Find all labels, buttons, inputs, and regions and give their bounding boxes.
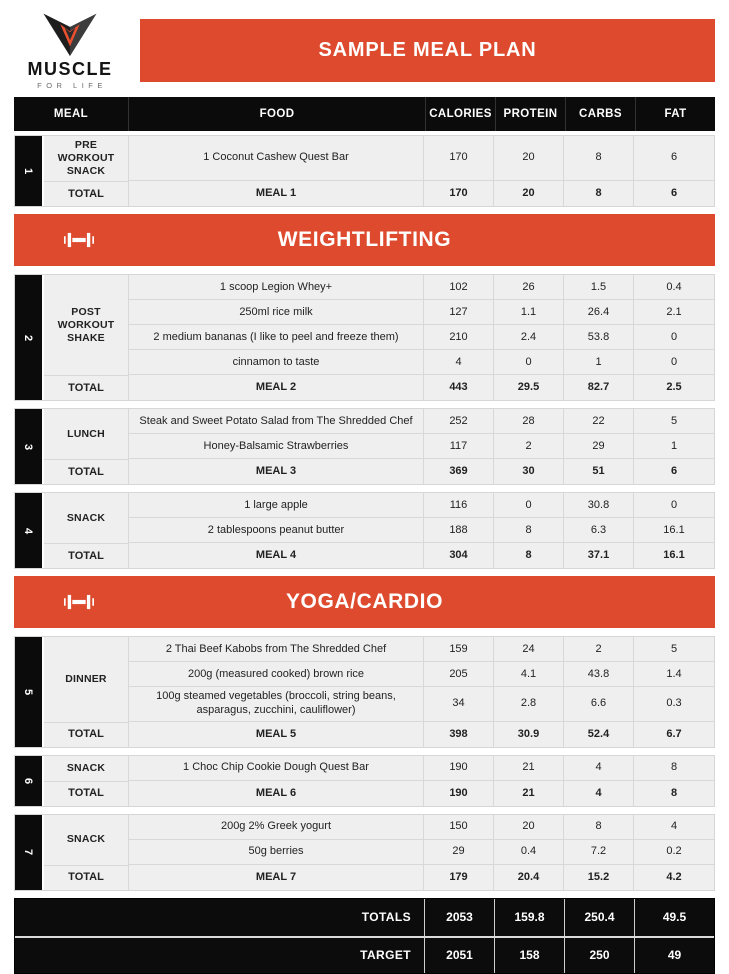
meal-number-bar <box>15 637 44 747</box>
protein-cell: 4.1 <box>494 662 564 687</box>
meal-number: 4 <box>22 527 35 534</box>
calories-cell: 150 <box>424 815 494 840</box>
total-label: TOTAL <box>44 459 129 484</box>
total-meal-name: MEAL 2 <box>129 375 424 400</box>
food-cell: Steak and Sweet Potato Salad from The Shredded Chef <box>129 409 424 434</box>
col-header-protein: PROTEIN <box>495 97 565 131</box>
grand-total-label: TOTALS <box>361 910 411 925</box>
protein-cell: 24 <box>494 637 564 662</box>
meal-label: SNACK <box>44 756 129 781</box>
total-carbs-cell: 8 <box>564 181 634 206</box>
meal-label: POST WORKOUT SHAKE <box>44 275 129 375</box>
grand-fat-value: 49 <box>634 938 714 973</box>
activity-banner <box>14 576 715 628</box>
brand-name: MUSCLE <box>27 58 113 79</box>
col-header-food: FOOD <box>128 97 425 131</box>
fat-cell: 0.3 <box>634 687 714 722</box>
total-meal-name: MEAL 7 <box>129 865 424 890</box>
meal-number: 3 <box>22 443 35 450</box>
meal-number-bar <box>15 275 44 400</box>
calories-cell: 210 <box>424 325 494 350</box>
food-cell: 100g steamed vegetables (broccoli, string beans, asparagus, zucchini, cauliflower) <box>129 687 424 722</box>
calories-cell: 29 <box>424 840 494 865</box>
carbs-cell: 4 <box>564 756 634 781</box>
brand-tagline: FOR LIFE <box>37 80 107 90</box>
page-header <box>14 8 715 92</box>
protein-cell: 8 <box>494 518 564 543</box>
food-cell: 1 Choc Chip Cookie Dough Quest Bar <box>129 756 424 781</box>
meal-number-bar <box>15 136 44 206</box>
grand-total-row <box>15 936 714 973</box>
total-fat-cell: 4.2 <box>634 865 714 890</box>
total-label: TOTAL <box>44 781 129 806</box>
total-label: TOTAL <box>44 375 129 400</box>
meal-number: 5 <box>22 689 35 696</box>
total-protein-cell: 20.4 <box>494 865 564 890</box>
fat-cell: 5 <box>634 409 714 434</box>
meal-number: 7 <box>22 849 35 856</box>
food-cell: 200g 2% Greek yogurt <box>129 815 424 840</box>
carbs-cell: 8 <box>564 136 634 181</box>
food-cell: 1 large apple <box>129 493 424 518</box>
activity-banner-title: WEIGHTLIFTING <box>277 228 452 252</box>
total-fat-cell: 6 <box>634 459 714 484</box>
col-header-calories: CALORIES <box>425 97 495 131</box>
meal-section <box>14 755 715 807</box>
col-header-carbs: CARBS <box>565 97 635 131</box>
grand-protein-value: 158 <box>494 938 564 973</box>
table-body <box>14 135 715 891</box>
meal-label: PRE WORKOUT SNACK <box>44 136 129 181</box>
meal-number-bar <box>15 493 44 568</box>
protein-cell: 21 <box>494 756 564 781</box>
total-protein-cell: 29.5 <box>494 375 564 400</box>
total-carbs-cell: 51 <box>564 459 634 484</box>
total-fat-cell: 6 <box>634 181 714 206</box>
total-protein-cell: 8 <box>494 543 564 568</box>
grand-protein-value: 159.8 <box>494 899 564 936</box>
protein-cell: 0 <box>494 350 564 375</box>
fat-cell: 0 <box>634 493 714 518</box>
carbs-cell: 26.4 <box>564 300 634 325</box>
col-header-fat: FAT <box>635 97 715 131</box>
carbs-cell: 8 <box>564 815 634 840</box>
grand-carbs-value: 250 <box>564 938 634 973</box>
meal-section <box>14 814 715 891</box>
total-fat-cell: 2.5 <box>634 375 714 400</box>
dumbbell-icon <box>64 593 94 611</box>
calories-cell: 190 <box>424 756 494 781</box>
protein-cell: 1.1 <box>494 300 564 325</box>
carbs-cell: 6.6 <box>564 687 634 722</box>
total-fat-cell: 8 <box>634 781 714 806</box>
total-carbs-cell: 52.4 <box>564 722 634 747</box>
meal-number-bar <box>15 409 44 484</box>
total-carbs-cell: 37.1 <box>564 543 634 568</box>
total-calories-cell: 170 <box>424 181 494 206</box>
total-calories-cell: 443 <box>424 375 494 400</box>
meal-label: DINNER <box>44 637 129 722</box>
food-cell: 2 medium bananas (I like to peel and freeze them) <box>129 325 424 350</box>
total-label: TOTAL <box>44 865 129 890</box>
meal-number: 6 <box>22 777 35 784</box>
carbs-cell: 2 <box>564 637 634 662</box>
fat-cell: 1.4 <box>634 662 714 687</box>
total-label: TOTAL <box>44 722 129 747</box>
calories-cell: 170 <box>424 136 494 181</box>
dumbbell-icon <box>64 593 94 611</box>
total-meal-name: MEAL 6 <box>129 781 424 806</box>
total-meal-name: MEAL 4 <box>129 543 424 568</box>
calories-cell: 127 <box>424 300 494 325</box>
fat-cell: 6 <box>634 136 714 181</box>
protein-cell: 2 <box>494 434 564 459</box>
meal-section <box>14 408 715 485</box>
carbs-cell: 30.8 <box>564 493 634 518</box>
food-cell: 1 scoop Legion Whey+ <box>129 275 424 300</box>
food-cell: Honey-Balsamic Strawberries <box>129 434 424 459</box>
total-meal-name: MEAL 3 <box>129 459 424 484</box>
food-cell: 250ml rice milk <box>129 300 424 325</box>
total-protein-cell: 30 <box>494 459 564 484</box>
fat-cell: 5 <box>634 637 714 662</box>
calories-cell: 188 <box>424 518 494 543</box>
total-protein-cell: 30.9 <box>494 722 564 747</box>
calories-cell: 117 <box>424 434 494 459</box>
calories-cell: 4 <box>424 350 494 375</box>
meal-section <box>14 135 715 207</box>
carbs-cell: 53.8 <box>564 325 634 350</box>
carbs-cell: 6.3 <box>564 518 634 543</box>
calories-cell: 34 <box>424 687 494 722</box>
total-meal-name: MEAL 5 <box>129 722 424 747</box>
food-cell: 2 tablespoons peanut butter <box>129 518 424 543</box>
protein-cell: 2.4 <box>494 325 564 350</box>
total-meal-name: MEAL 1 <box>129 181 424 206</box>
fat-cell: 0 <box>634 350 714 375</box>
carbs-cell: 1 <box>564 350 634 375</box>
grand-total-label: TARGET <box>360 948 411 963</box>
fat-cell: 0.4 <box>634 275 714 300</box>
meal-section <box>14 492 715 569</box>
carbs-cell: 7.2 <box>564 840 634 865</box>
carbs-cell: 1.5 <box>564 275 634 300</box>
total-label: TOTAL <box>44 543 129 568</box>
meal-label: SNACK <box>44 493 129 543</box>
food-cell: cinnamon to taste <box>129 350 424 375</box>
carbs-cell: 43.8 <box>564 662 634 687</box>
calories-cell: 116 <box>424 493 494 518</box>
total-calories-cell: 398 <box>424 722 494 747</box>
calories-cell: 159 <box>424 637 494 662</box>
muscle-for-life-logo-icon <box>41 11 99 57</box>
grand-calories-value: 2053 <box>424 899 494 936</box>
carbs-cell: 22 <box>564 409 634 434</box>
activity-banner-title: YOGA/CARDIO <box>285 590 444 614</box>
total-protein-cell: 20 <box>494 181 564 206</box>
grand-totals <box>14 898 715 974</box>
meal-number-bar <box>15 756 44 806</box>
total-label: TOTAL <box>44 181 129 206</box>
protein-cell: 20 <box>494 815 564 840</box>
fat-cell: 2.1 <box>634 300 714 325</box>
fat-cell: 0 <box>634 325 714 350</box>
fat-cell: 8 <box>634 756 714 781</box>
protein-cell: 26 <box>494 275 564 300</box>
dumbbell-icon <box>64 231 94 249</box>
protein-cell: 0 <box>494 493 564 518</box>
total-fat-cell: 6.7 <box>634 722 714 747</box>
meal-number-bar <box>15 815 44 890</box>
total-carbs-cell: 4 <box>564 781 634 806</box>
col-header-meal: MEAL <box>53 108 89 120</box>
protein-cell: 20 <box>494 136 564 181</box>
total-carbs-cell: 15.2 <box>564 865 634 890</box>
protein-cell: 28 <box>494 409 564 434</box>
meal-section <box>14 636 715 748</box>
brand-logo <box>14 11 126 90</box>
total-calories-cell: 179 <box>424 865 494 890</box>
fat-cell: 0.2 <box>634 840 714 865</box>
total-fat-cell: 16.1 <box>634 543 714 568</box>
food-cell: 2 Thai Beef Kabobs from The Shredded Chef <box>129 637 424 662</box>
food-cell: 1 Coconut Cashew Quest Bar <box>129 136 424 181</box>
title-banner <box>140 19 715 82</box>
food-cell: 200g (measured cooked) brown rice <box>129 662 424 687</box>
total-calories-cell: 304 <box>424 543 494 568</box>
meal-number: 1 <box>22 168 35 175</box>
page-title: SAMPLE MEAL PLAN <box>318 38 537 61</box>
fat-cell: 16.1 <box>634 518 714 543</box>
grand-calories-value: 2051 <box>424 938 494 973</box>
activity-banner <box>14 214 715 266</box>
meal-section <box>14 274 715 401</box>
calories-cell: 205 <box>424 662 494 687</box>
grand-fat-value: 49.5 <box>634 899 714 936</box>
meal-label: LUNCH <box>44 409 129 459</box>
total-protein-cell: 21 <box>494 781 564 806</box>
grand-total-row <box>15 899 714 936</box>
fat-cell: 4 <box>634 815 714 840</box>
carbs-cell: 29 <box>564 434 634 459</box>
grand-carbs-value: 250.4 <box>564 899 634 936</box>
meal-label: SNACK <box>44 815 129 865</box>
meal-number: 2 <box>22 334 35 341</box>
total-calories-cell: 190 <box>424 781 494 806</box>
table-header-row <box>14 97 715 131</box>
fat-cell: 1 <box>634 434 714 459</box>
protein-cell: 2.8 <box>494 687 564 722</box>
protein-cell: 0.4 <box>494 840 564 865</box>
dumbbell-icon <box>64 231 94 249</box>
calories-cell: 252 <box>424 409 494 434</box>
food-cell: 50g berries <box>129 840 424 865</box>
total-carbs-cell: 82.7 <box>564 375 634 400</box>
total-calories-cell: 369 <box>424 459 494 484</box>
calories-cell: 102 <box>424 275 494 300</box>
